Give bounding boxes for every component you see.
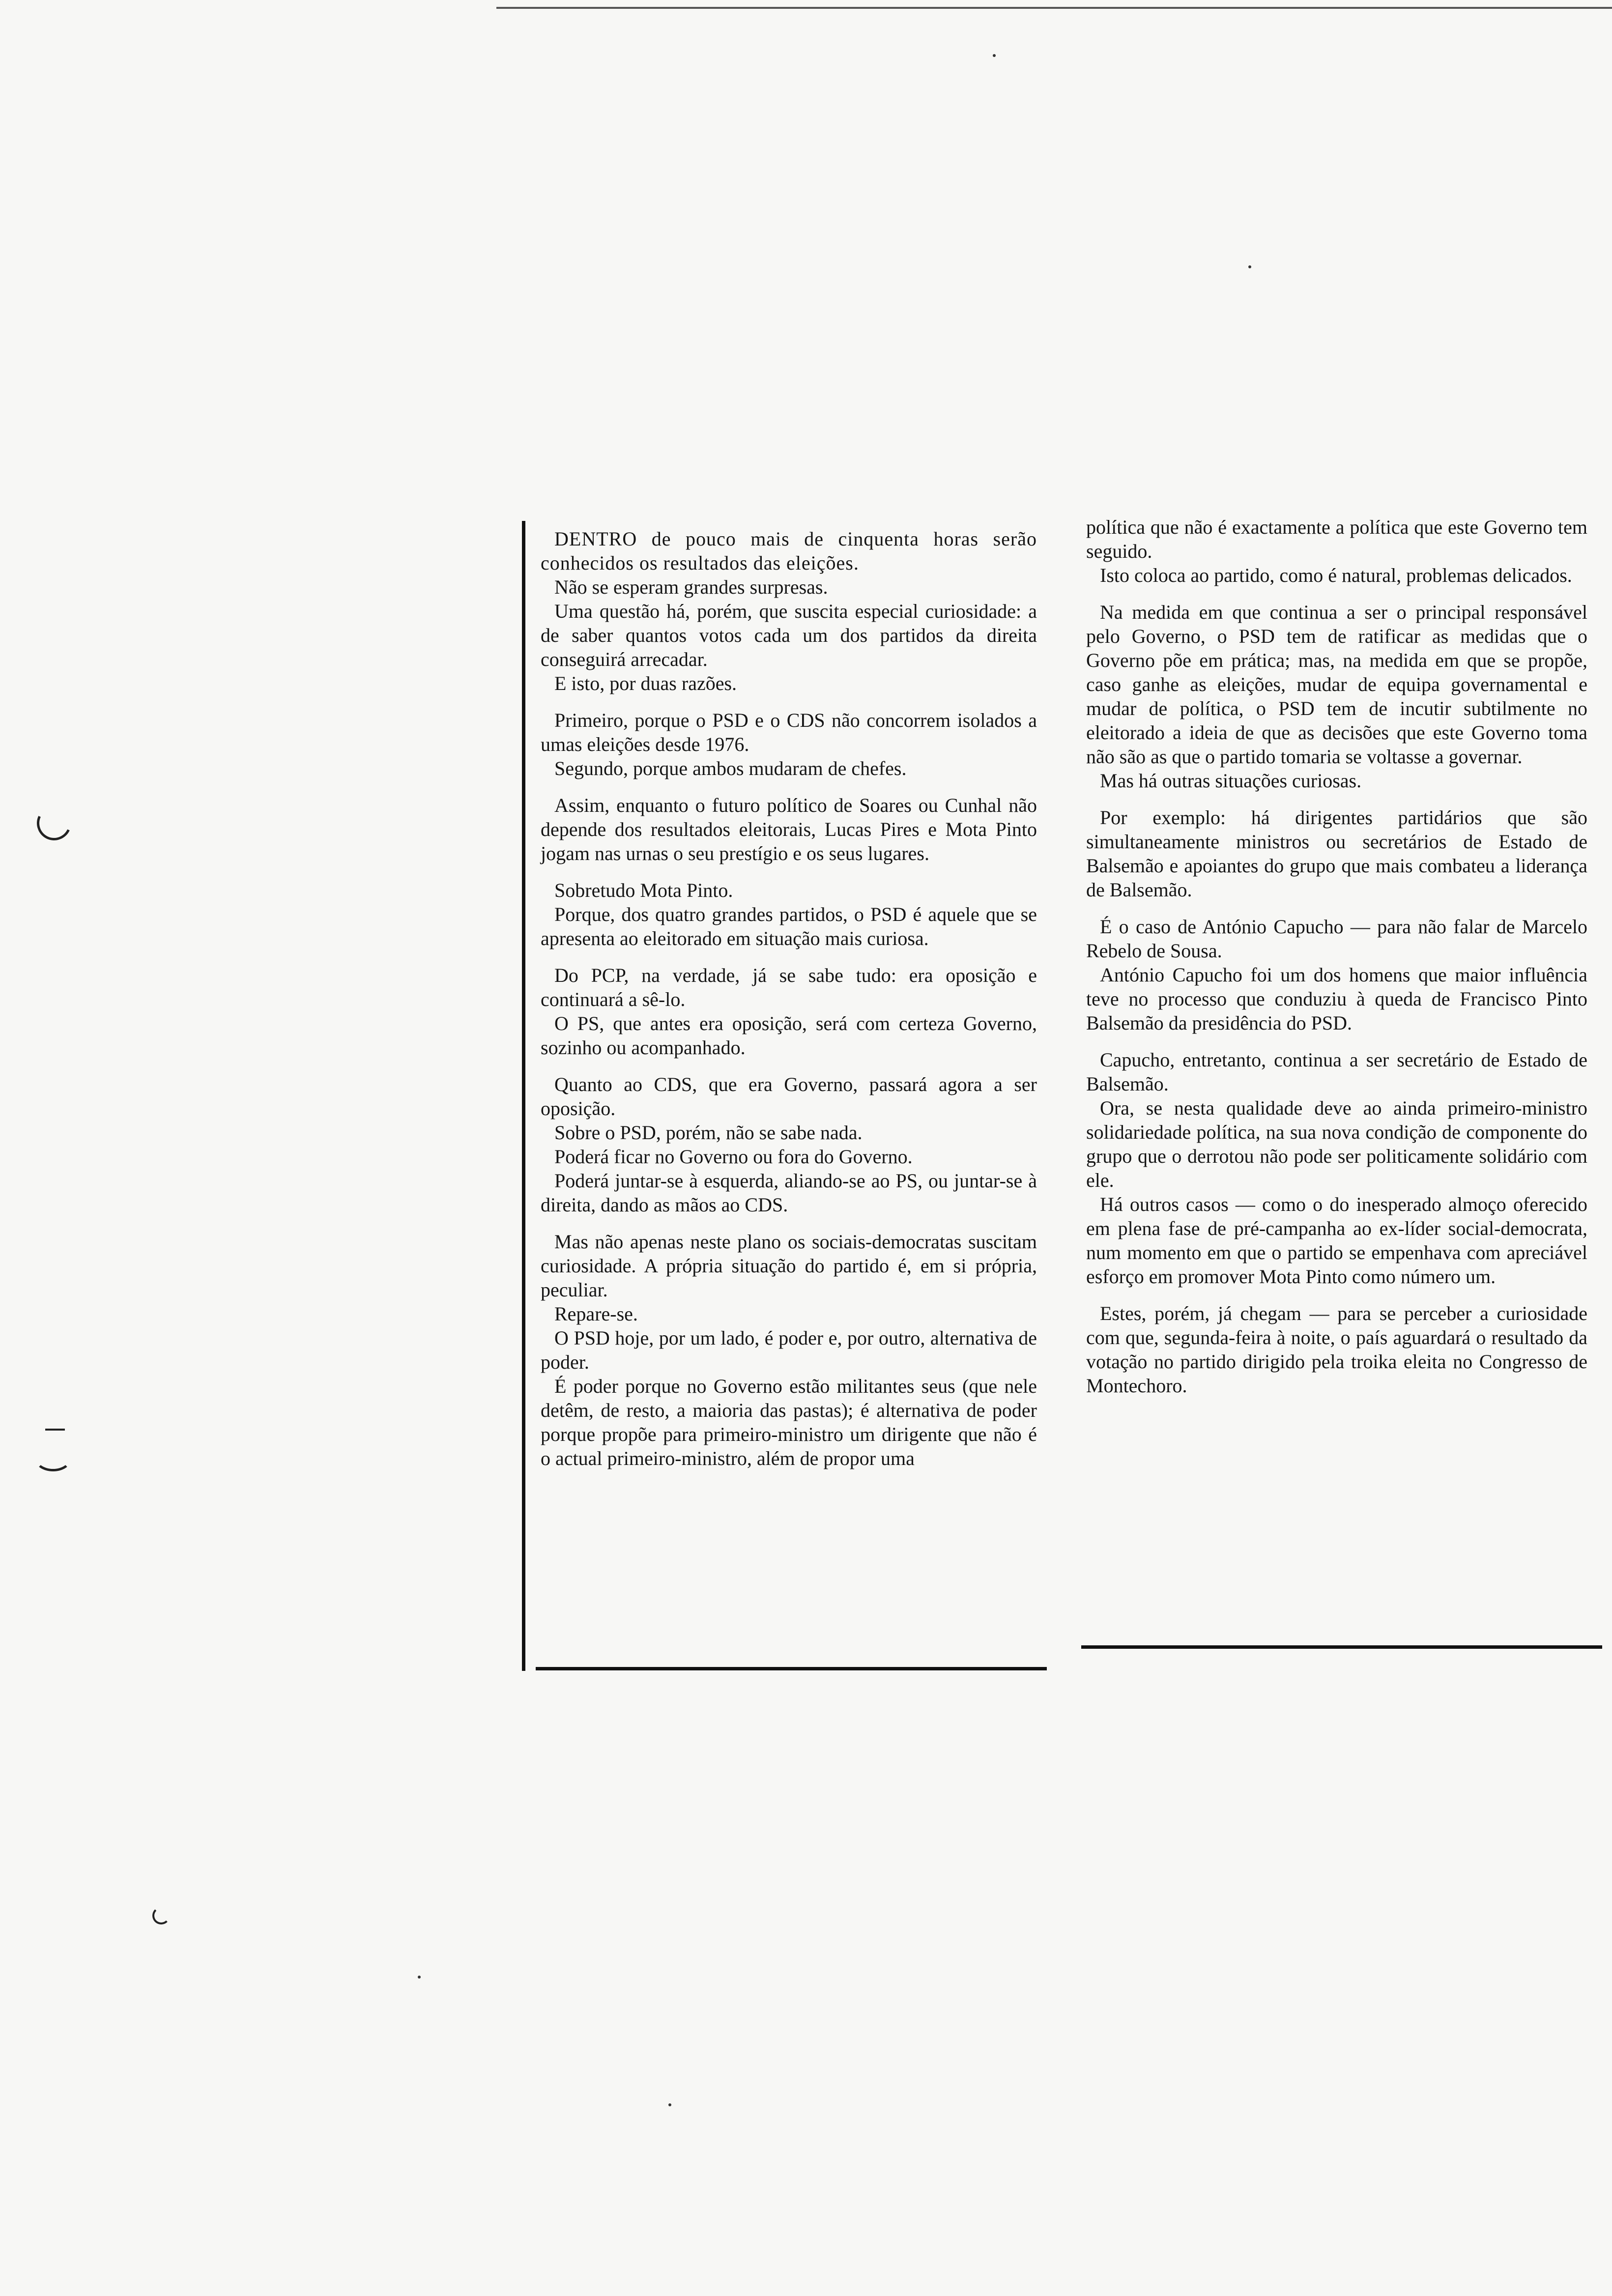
- article-paragraph: Mas não apenas neste plano os sociais-democratas suscitam curiosidade. A própria situação do partido é, em si própria, peculiar.: [541, 1231, 1037, 1301]
- article-paragraph: Uma questão há, porém, que suscita especial curiosidade: a de saber quantos votos cada um dos partidos da direita conseguirá arrecadar.: [541, 600, 1037, 670]
- article-paragraph: Segundo, porque ambos mudaram de chefes.: [554, 757, 907, 779]
- scan-artifact-mark: [152, 1907, 170, 1924]
- article-border-left: [522, 521, 525, 1671]
- article-border-bottom: [1081, 1645, 1602, 1649]
- scan-artifact-mark: [32, 801, 76, 845]
- article-paragraph: É o caso de António Capucho — para não falar de Marcelo Rebelo de Sousa.: [1086, 916, 1587, 962]
- article-paragraph: Assim, enquanto o futuro político de Soares ou Cunhal não depende dos resultados eleitorais, Lucas Pires e Mota Pinto jogam nas urnas o seu prestígio e os seus lugares.: [541, 794, 1037, 864]
- scan-dot: [1248, 265, 1251, 268]
- article-paragraph: Sobre o PSD, porém, não se sabe nada.: [554, 1121, 863, 1144]
- scan-dot: [418, 1976, 421, 1979]
- top-rule: [496, 7, 1612, 9]
- article-column-left: [541, 527, 1037, 1470]
- article-paragraph: António Capucho foi um dos homens que maior influência teve no processo que conduziu à queda de Francisco Pinto Balsemão da presidência do PSD.: [1086, 964, 1587, 1034]
- article-paragraph: O PSD hoje, por um lado, é poder e, por outro, alternativa de poder.: [541, 1327, 1037, 1373]
- article-column-right: [1086, 515, 1587, 1398]
- scan-artifact-dash: [45, 1429, 65, 1431]
- article-paragraph: Por exemplo: há dirigentes partidários que são simultaneamente ministros ou secretários de Estado de Balsemão e apoiantes do grupo que mais combateu a liderança de Balsemão.: [1086, 806, 1587, 901]
- article-paragraph: Estes, porém, já chegam — para se perceber a curiosidade com que, segunda-feira à noite, o país aguardará o resultado da votação no partido dirigido pela troika eleita no Congresso de Montechoro.: [1086, 1302, 1587, 1397]
- article-paragraph: Porque, dos quatro grandes partidos, o PSD é aquele que se apresenta ao eleitorado em situação mais curiosa.: [541, 903, 1037, 949]
- scan-dot: [668, 2103, 671, 2106]
- article-paragraph: Na medida em que continua a ser o principal responsável pelo Governo, o PSD tem de ratificar as medidas que o Governo põe em prática; mas, na medida em que se propõe, caso ganhe as eleições, mudar de equipa governamental e mudar de política, o PSD tem de incutir subtilmente no eleitorado a ideia de que as decisões que este Governo toma não são as que o partido tomaria se voltasse a governar.: [1086, 601, 1587, 768]
- article-paragraph: Mas há outras situações curiosas.: [1100, 770, 1362, 792]
- article-paragraph: Há outros casos — como o do inesperado almoço oferecido em plena fase de pré-campanha ao ex-líder social-democrata, num momento em que o partido se empenhava com apreciável esforço em promover Mota Pinto como número um.: [1086, 1193, 1587, 1288]
- article-border-bottom: [536, 1667, 1047, 1670]
- article-paragraph: Sobretudo Mota Pinto.: [554, 879, 733, 901]
- article-paragraph: O PS, que antes era oposição, será com certeza Governo, sozinho ou acompanhado.: [541, 1012, 1037, 1059]
- article-paragraph: Capucho, entretanto, continua a ser secretário de Estado de Balsemão.: [1086, 1049, 1587, 1095]
- article-paragraph: DENTRO de pouco mais de cinquenta horas serão conhecidos os resultados das eleições.: [541, 528, 1037, 574]
- article-paragraph: Repare-se.: [554, 1303, 638, 1325]
- article-paragraph: Primeiro, porque o PSD e o CDS não concorrem isolados a umas eleições desde 1976.: [541, 709, 1037, 755]
- article-paragraph: Não se esperam grandes surpresas.: [554, 576, 828, 598]
- article-paragraph: Ora, se nesta qualidade deve ao ainda primeiro-ministro solidariedade política, na sua nova condição de componente do grupo que o derrotou não pode ser politicamente solidário com ele.: [1086, 1097, 1587, 1191]
- scan-artifact-mark: [34, 1445, 72, 1471]
- article-paragraph: É poder porque no Governo estão militantes seus (que nele detêm, de resto, a maioria das pastas); é alternativa de poder porque propõe para primeiro-ministro um dirigente que não é o actual primeiro-ministro, além de propor uma: [541, 1375, 1037, 1469]
- article-paragraph: E isto, por duas razões.: [554, 672, 737, 694]
- article-paragraph: Do PCP, na verdade, já se sabe tudo: era oposição e continuará a sê-lo.: [541, 964, 1037, 1010]
- scan-dot: [993, 54, 996, 57]
- article-paragraph: Poderá ficar no Governo ou fora do Governo.: [554, 1146, 913, 1168]
- article-paragraph: política que não é exactamente a política que este Governo tem seguido.: [1086, 516, 1587, 562]
- article-paragraph: Quanto ao CDS, que era Governo, passará agora a ser oposição.: [541, 1073, 1037, 1119]
- article-paragraph: Isto coloca ao partido, como é natural, problemas delicados.: [1100, 564, 1572, 586]
- article-paragraph: Poderá juntar-se à esquerda, aliando-se ao PS, ou juntar-se à direita, dando as mãos ao CDS.: [541, 1170, 1037, 1216]
